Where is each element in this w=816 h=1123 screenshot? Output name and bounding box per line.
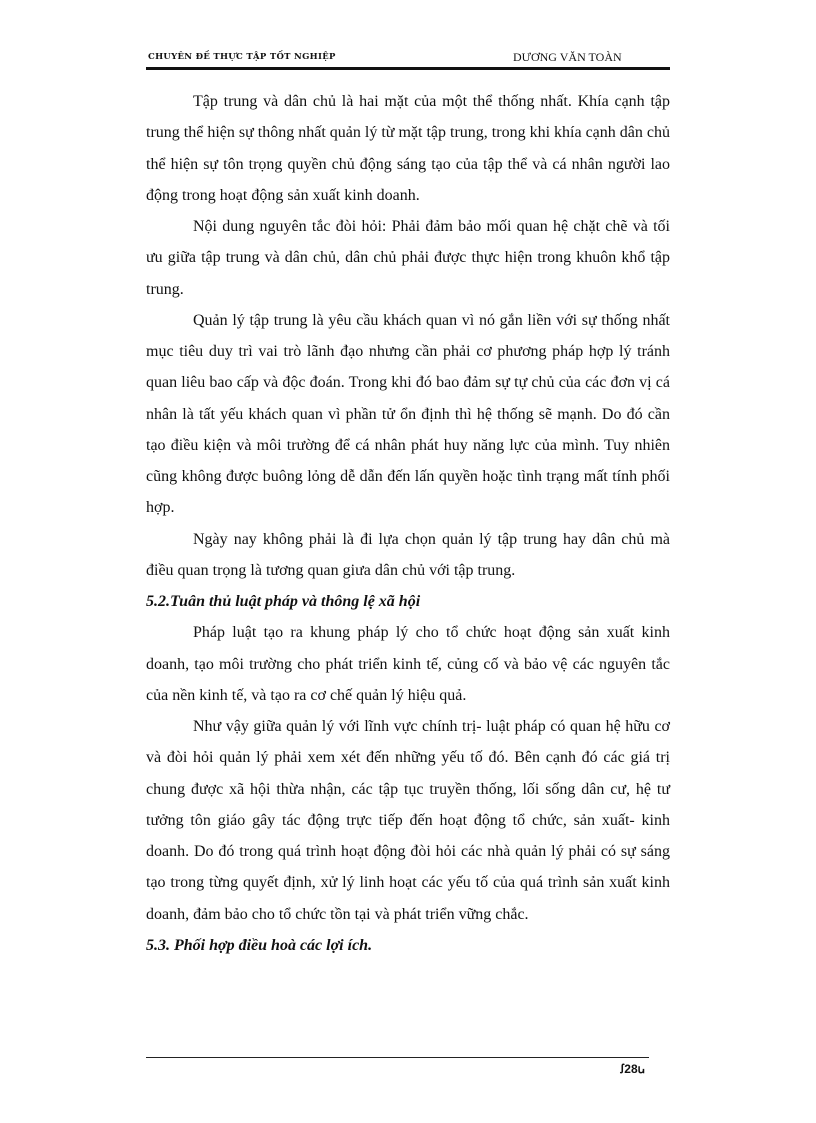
paragraph: Quản lý tập trung là yêu cầu khách quan vì nó gắn liền với sự thống nhất mục tiêu duy trì vai trò lãnh đạo nhưng cần phải cơ phương pháp hợp lý tránh quan liêu bao cấp và độc đoán. Trong khi đó bao đảm sự tự chủ của các đơn vị cá nhân là tất yếu khách quan vì phần tử ổn định thì hệ thống sẽ mạnh. Do đó cần tạo điều kiện và môi trường để cá nhân phát huy năng lực của mình. Tuy nhiên cũng không được buông lỏng dễ dẫn đến lấn quyền hoặc tình trạng mất tính phối hợp.: [146, 311, 670, 517]
footer-rule: [146, 1057, 649, 1058]
header-thesis-title: CHUYÊN ĐỀ THỰC TẬP TỐT NGHIỆP: [148, 52, 336, 62]
paragraph: Tập trung và dân chủ là hai mặt của một thể thống nhất. Khía cạnh tập trung thể hiện sự thông nhất quản lý từ mặt tập trung, trong khi khía cạnh dân chủ thể hiện sự tôn trọng quyền chủ động sáng tạo của tập thể và cá nhân người lao động trong hoạt động sản xuất kinh doanh.: [146, 93, 670, 204]
header-author-name: DƯƠNG VĂN TOÀN: [513, 50, 622, 64]
section-heading-5-2: 5.2.Tuân thủ luật pháp và thông lệ xã hội: [146, 593, 421, 610]
header-rule: [146, 67, 670, 70]
paragraph: Ngày nay không phải là đi lựa chọn quản lý tập trung hay dân chủ mà điều quan trọng là tương quan giưa dân chủ với tập trung.: [146, 530, 670, 579]
paragraph: Như vậy giữa quản lý với lĩnh vực chính trị- luật pháp có quan hệ hữu cơ và đòi hỏi quản lý phải xem xét đến những yếu tố đó. Bên cạnh đó các giá trị chung được xã hội thừa nhận, các tập tục truyền thống, lối sống dân cư, hệ tư tưởng tôn giáo gây tác động trực tiếp đến hoạt động tổ chức, sản xuất- kinh doanh. Do đó trong quá trình hoạt động đòi hỏi các nhà quản lý phải có sự sáng tạo trong từng quyết định, xử lý linh hoạt các yếu tố của quá trình sản xuất kinh doanh, đảm bảo cho tổ chức tồn tại và phát triển vững chắc.: [146, 718, 670, 923]
paragraph: Nội dung nguyên tắc đòi hỏi: Phải đảm bảo mối quan hệ chặt chẽ và tối ưu giữa tập trung và dân chủ, dân chủ phải được thực hiện trong khuôn khổ tập trung.: [146, 218, 670, 298]
section-heading-5-3: 5.3. Phối hợp điều hoà các lợi ích.: [146, 936, 373, 954]
paragraph: Pháp luật tạo ra khung pháp lý cho tổ chức hoạt động sản xuất kinh doanh, tạo môi trường cho phát triển kinh tế, củng cố và bảo vệ các nguyên tắc của nền kinh tế, và tạo ra cơ chế quản lý hiệu quả.: [146, 624, 670, 704]
body-text: [146, 86, 670, 961]
page-number: ꭍ28ꭎ: [620, 1062, 646, 1076]
